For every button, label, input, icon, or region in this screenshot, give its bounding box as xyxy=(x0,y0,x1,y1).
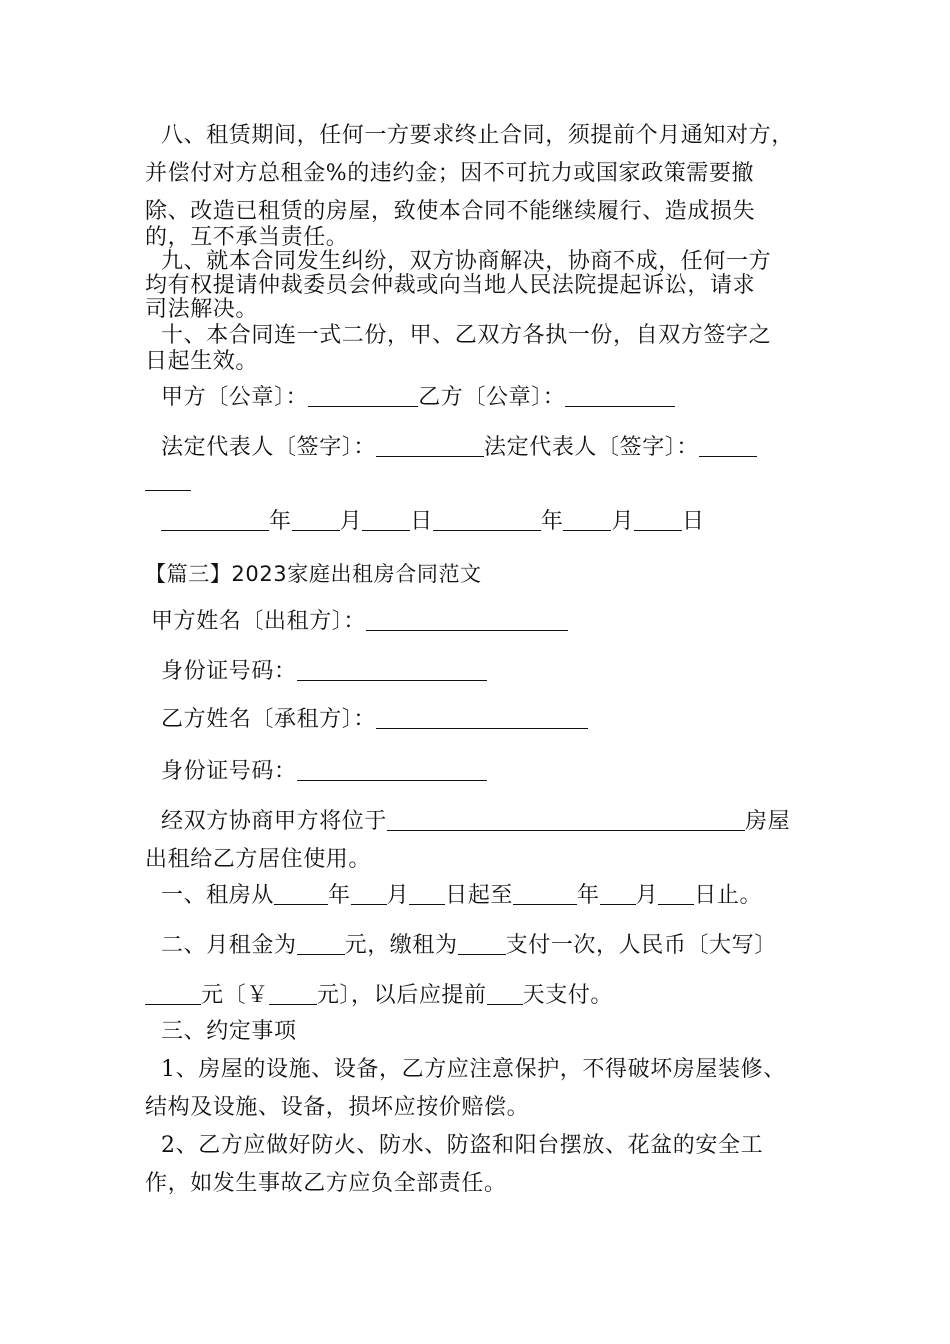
rent-line1 xyxy=(145,932,851,960)
date-a-month: 月 xyxy=(339,509,363,534)
landlord-name-blank[interactable] xyxy=(366,608,568,631)
term-line xyxy=(145,882,851,910)
clause10-line1: 十、本合同连一式二份，甲、乙双方各执一份，自双方签字之 xyxy=(161,323,772,348)
term-day-end: 日止。 xyxy=(694,883,763,908)
clause9-line2: 均有权提请仲裁委员会仲裁或向当地人民法院提起诉讼，请求 xyxy=(145,273,756,298)
date-a-day: 日 xyxy=(410,509,433,534)
rent-line2 xyxy=(145,982,835,1010)
rent-prefix: 二、月租金为 xyxy=(161,933,297,958)
rep-sign-b-label: 法定代表人〔签字〕： xyxy=(484,435,700,460)
tenant-id-label: 身份证号码： xyxy=(161,759,297,784)
date-b-year: 年 xyxy=(540,509,564,534)
seal-line xyxy=(145,384,851,412)
rep-sign-continued xyxy=(145,468,835,496)
term-start-year-blank[interactable] xyxy=(274,882,328,905)
rep-sign-b-blank-continued[interactable] xyxy=(145,468,191,491)
term-end-year-blank[interactable] xyxy=(513,882,577,905)
tenant-name-label: 乙方姓名〔承租方〕： xyxy=(161,707,377,732)
clause9-line1: 九、就本合同发生纠纷，双方协商解决，协商不成，任何一方 xyxy=(161,249,772,274)
term-year: 年 xyxy=(328,883,351,908)
term-year2: 年 xyxy=(577,883,600,908)
agreed-item2-line1: 2、乙方应做好防火、防水、防盗和阳台摆放、花盆的安全工 xyxy=(161,1133,764,1158)
agreed-item1-line1: 1、房屋的设施、设备，乙方应注意保护，不得破坏房屋装修、 xyxy=(161,1057,786,1082)
preamble-line1 xyxy=(145,808,851,836)
rep-sign-a-blank[interactable] xyxy=(376,434,484,457)
landlord-name-line xyxy=(145,608,841,636)
term-month2: 月 xyxy=(635,883,659,908)
rent-amount-number-blank[interactable] xyxy=(269,982,317,1005)
clause8-line4: 的，互不承当责任。 xyxy=(145,225,349,250)
tenant-id-blank[interactable] xyxy=(297,758,487,781)
clause9-line3: 司法解决。 xyxy=(145,297,259,322)
term-day-from: 日起至 xyxy=(445,883,514,908)
agreed-item2-line2: 作，如发生事故乙方应负全部责任。 xyxy=(145,1171,507,1196)
term-end-month-blank[interactable] xyxy=(600,882,636,905)
clause8-line3: 除、改造已租赁的房屋，致使本合同不能继续履行、造成损失 xyxy=(145,199,756,224)
rent-yuan-open: 元〔￥ xyxy=(201,983,269,1008)
landlord-name-label: 甲方姓名〔出租方〕： xyxy=(151,609,367,634)
tenant-name-blank[interactable] xyxy=(376,706,588,729)
clause8-line1: 八、租赁期间，任何一方要求终止合同，须提前个月通知对方， xyxy=(161,123,794,148)
clause8-line2: 并偿付对方总租金%的违约金；因不可抗力或国家政策需要撤 xyxy=(145,161,755,186)
term-end-day-blank[interactable] xyxy=(658,882,694,905)
term-start-day-blank[interactable] xyxy=(409,882,445,905)
party-a-seal-blank[interactable] xyxy=(308,384,418,407)
payment-period-blank[interactable] xyxy=(458,932,506,955)
clause10-line2: 日起生效。 xyxy=(145,349,259,374)
rep-sign-b-blank[interactable] xyxy=(699,434,757,457)
party-b-seal-blank[interactable] xyxy=(565,384,675,407)
date-b-month: 月 xyxy=(611,509,635,534)
tenant-name-line xyxy=(145,706,851,734)
landlord-id-line xyxy=(145,658,851,686)
advance-days-blank[interactable] xyxy=(487,982,523,1005)
date-b-year-blank[interactable] xyxy=(433,508,541,531)
rent-pay-once: 支付一次，人民币〔大写〕 xyxy=(505,933,777,958)
date-a-year: 年 xyxy=(269,509,292,534)
preamble-part1: 经双方协商甲方将位于 xyxy=(161,809,388,834)
term-start-month-blank[interactable] xyxy=(351,882,387,905)
landlord-id-label: 身份证号码： xyxy=(161,659,297,684)
rent-days-before: 天支付。 xyxy=(522,983,614,1008)
date-b-day: 日 xyxy=(682,509,705,534)
landlord-id-blank[interactable] xyxy=(297,658,487,681)
rent-yuan-close: 元〕，以后应提前 xyxy=(316,983,487,1008)
date-b-day-blank[interactable] xyxy=(634,508,682,531)
date-a-year-blank[interactable] xyxy=(161,508,269,531)
party-b-seal-label: 乙方〔公章〕： xyxy=(418,385,566,410)
rent-yuan: 元，缴租为 xyxy=(344,933,458,958)
term-prefix: 一、租房从 xyxy=(161,883,275,908)
rep-sign-a-label: 法定代表人〔签字〕： xyxy=(161,435,377,460)
date-a-day-blank[interactable] xyxy=(362,508,410,531)
preamble-line2: 出租给乙方居住使用。 xyxy=(145,847,372,872)
rep-sign-line xyxy=(145,434,851,462)
date-b-month-blank[interactable] xyxy=(563,508,611,531)
agreed-item1-line2: 结构及设施、设备，损坏应按价赔偿。 xyxy=(145,1095,530,1120)
term-month: 月 xyxy=(386,883,410,908)
party-a-seal-label: 甲方〔公章〕： xyxy=(161,385,309,410)
preamble-part2: 房屋 xyxy=(745,809,791,834)
section-title: 【篇三】2023家庭出租房合同范文 xyxy=(145,562,482,586)
agreed-title: 三、约定事项 xyxy=(161,1019,297,1044)
date-a-month-blank[interactable] xyxy=(292,508,340,531)
monthly-rent-blank[interactable] xyxy=(297,932,345,955)
rent-amount-capital-blank[interactable] xyxy=(145,982,201,1005)
date-line xyxy=(145,508,851,536)
property-location-blank[interactable] xyxy=(387,808,745,831)
tenant-id-line xyxy=(145,758,851,786)
